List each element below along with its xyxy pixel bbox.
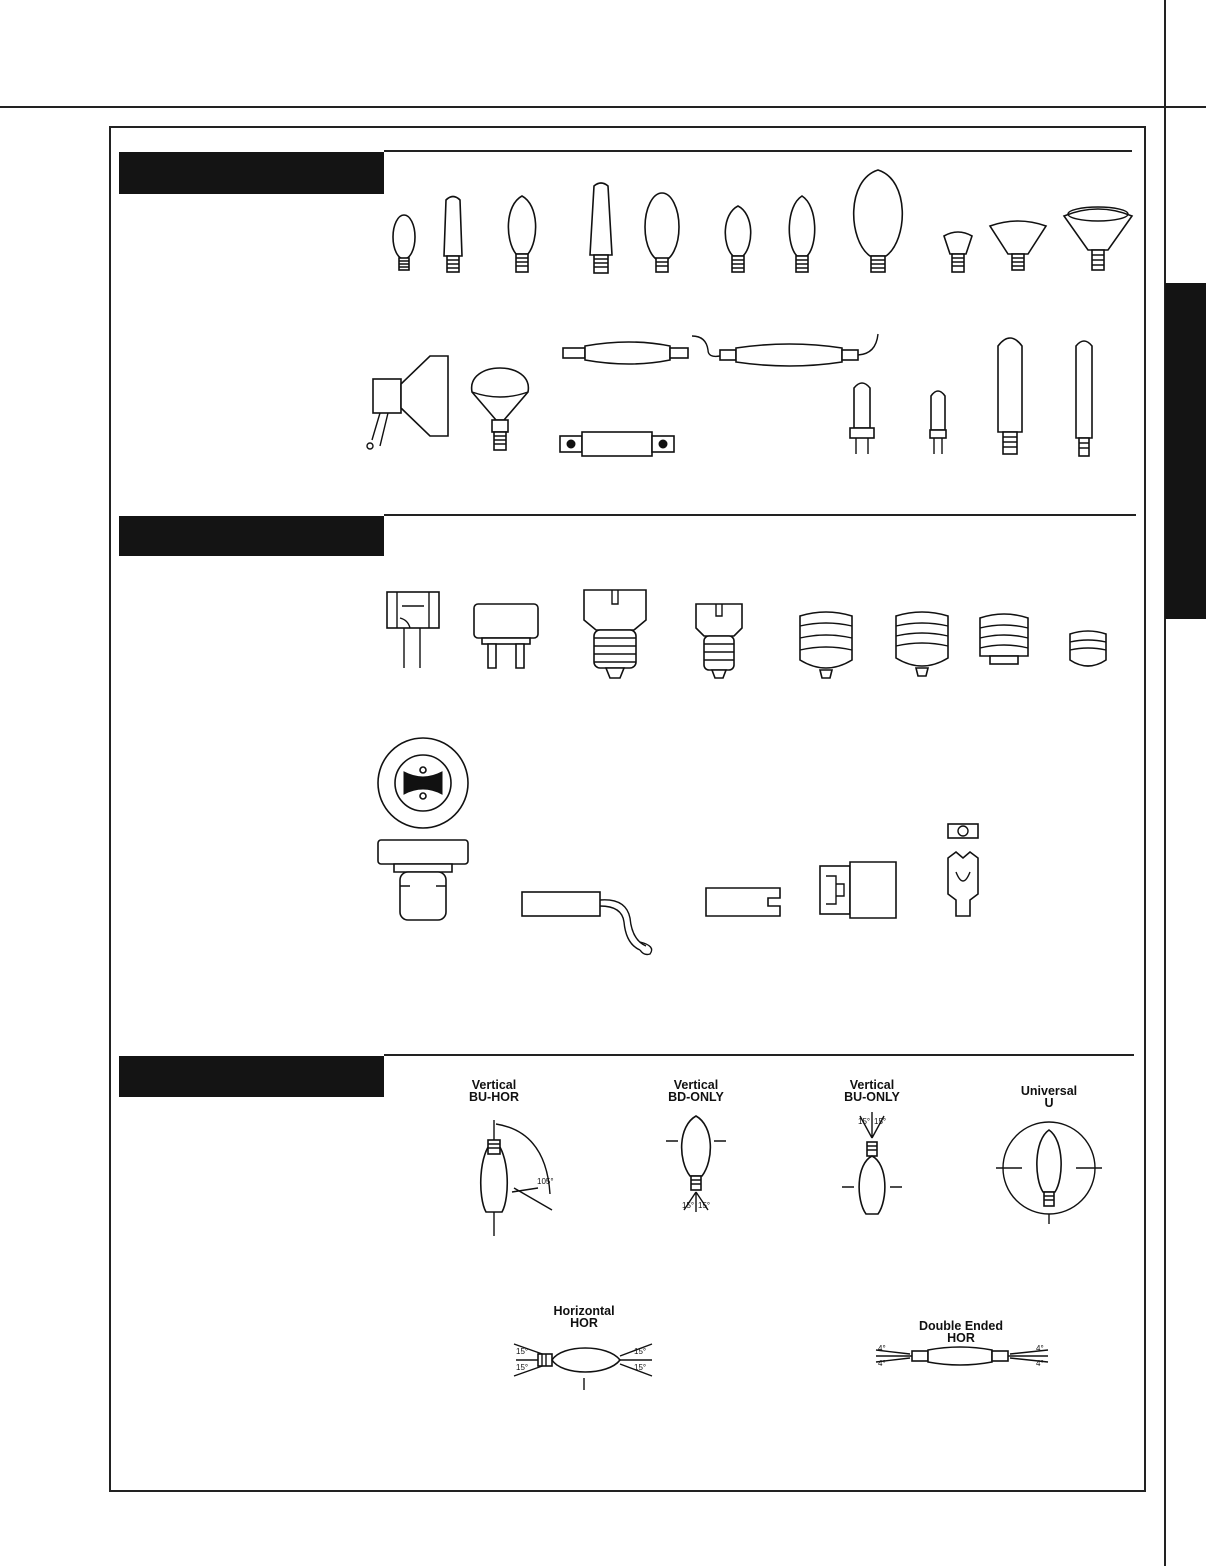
position-line2: U xyxy=(1044,1096,1054,1110)
diagram-vertical-bu-only xyxy=(842,1112,902,1214)
diagram-universal-u xyxy=(996,1122,1102,1224)
angle-label: 4° xyxy=(878,1344,886,1353)
angle-label: 15° xyxy=(634,1363,647,1372)
position-line1: Horizontal xyxy=(553,1304,615,1318)
angle-label: 4° xyxy=(1036,1359,1044,1368)
diagram-vertical-bd-only xyxy=(666,1116,726,1212)
position-line1: Double Ended xyxy=(918,1319,1004,1333)
angle-label: 15° xyxy=(634,1347,647,1356)
diagram-horizontal-hor xyxy=(514,1344,652,1390)
angle-label: 4° xyxy=(878,1359,886,1368)
position-line1: Vertical xyxy=(673,1078,719,1092)
position-line1: Vertical xyxy=(849,1078,895,1092)
angle-label: 15° xyxy=(516,1347,529,1356)
angle-label: 15° xyxy=(698,1201,711,1210)
angle-label: 15° xyxy=(516,1363,529,1372)
diagram-double-ended-hor xyxy=(876,1344,1048,1368)
angle-label: 15° xyxy=(682,1201,695,1210)
position-line2: HOR xyxy=(947,1331,975,1345)
angle-label: 105° xyxy=(537,1177,554,1186)
angle-label: 15° xyxy=(874,1117,887,1126)
position-line2: BD-ONLY xyxy=(668,1090,724,1104)
angle-label: 4° xyxy=(1036,1344,1044,1353)
position-line1: Universal xyxy=(1020,1084,1078,1098)
position-line2: BU-HOR xyxy=(469,1090,519,1104)
angle-label: 15° xyxy=(858,1117,871,1126)
position-line2: HOR xyxy=(570,1316,598,1330)
diagram-vertical-bu-hor xyxy=(481,1120,554,1236)
position-line1: Vertical xyxy=(471,1078,517,1092)
position-line2: BU-ONLY xyxy=(844,1090,900,1104)
